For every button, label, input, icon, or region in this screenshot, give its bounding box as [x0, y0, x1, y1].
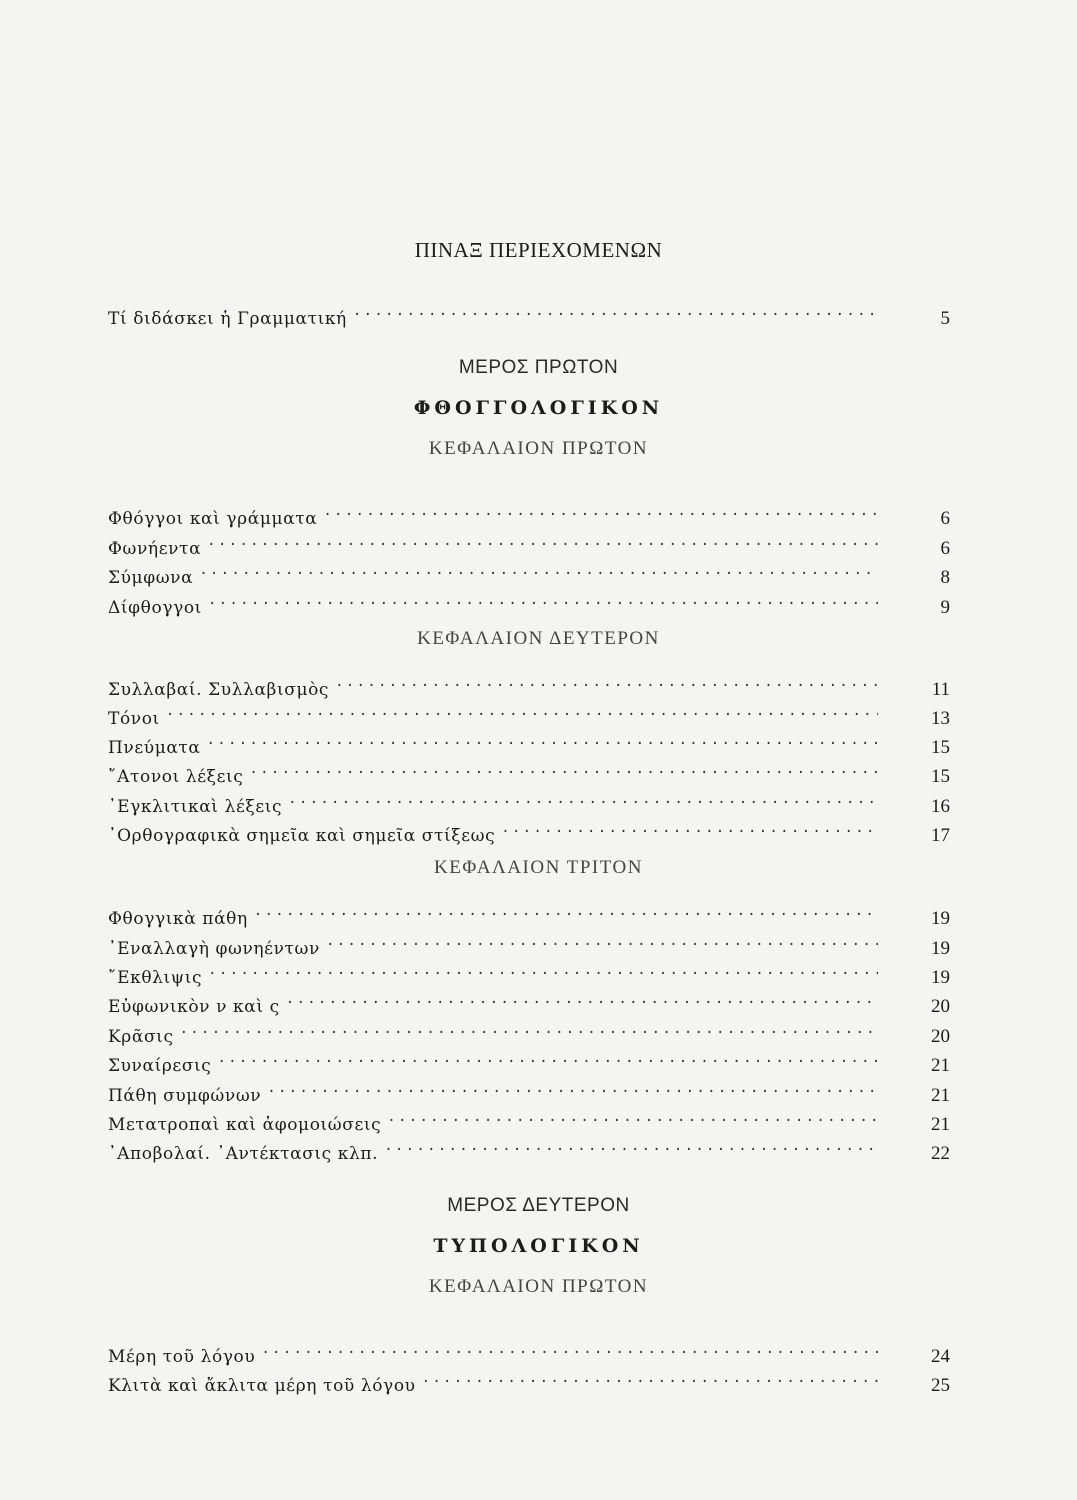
- entry-page: 8: [940, 567, 950, 588]
- entry-label: Κρᾶσις: [108, 1027, 174, 1047]
- entry-label: Εὐφωνικὸν ν καὶ ς: [108, 997, 280, 1017]
- dot-leader: [254, 898, 878, 924]
- entry-page: 17: [931, 825, 950, 846]
- entry-label: ᾿Εγκλιτικαὶ λέξεις: [108, 797, 283, 817]
- toc-entry: [108, 587, 950, 618]
- toc-entry: [108, 815, 950, 846]
- entry-page: 20: [931, 1026, 950, 1047]
- entry-label: ῎Ατονοι λέξεις: [108, 767, 244, 787]
- entry-label: Μέρη τοῦ λόγου: [108, 1347, 256, 1367]
- chapter-heading: ΚΕΦΑΛΑΙΟΝ ΔΕΥΤΕΡΟΝ: [417, 628, 660, 649]
- entry-page: 19: [931, 967, 950, 988]
- entry-page: 25: [931, 1375, 950, 1396]
- section-heading: ΤΥΠΟΛΟΓΙΚΟΝ: [433, 1235, 644, 1257]
- dot-leader: [207, 528, 878, 554]
- dot-leader: [387, 1104, 878, 1130]
- page-title: ΠΙΝΑΞ ΠΕΡΙΕΧΟΜΕΝΩΝ: [414, 238, 663, 262]
- toc-entry: [108, 1016, 950, 1047]
- entry-label: Πάθη συμφώνων: [108, 1086, 262, 1106]
- entry-label: Σύμφωνα: [108, 568, 194, 588]
- dot-leader: [501, 815, 878, 841]
- dot-leader: [384, 1133, 878, 1159]
- entry-label: Φθόγγοι καὶ γράμματα: [108, 509, 318, 529]
- toc-entry: [108, 1104, 950, 1135]
- entry-label: ᾿Ορθογραφικὰ σημεῖα καὶ σημεῖα στίξεως: [108, 826, 496, 846]
- toc-entry: [108, 957, 950, 988]
- entry-label: Συναίρεσις: [108, 1056, 212, 1076]
- dot-leader: [207, 727, 878, 753]
- entry-label: ᾿Αποβολαί. ᾿Αντέκτασις κλπ.: [108, 1144, 379, 1164]
- toc-entry: [108, 727, 950, 758]
- toc-entry: [108, 1365, 950, 1396]
- entry-label: Τί διδάσκει ἡ Γραμματική: [108, 309, 347, 329]
- entry-label: Συλλαβαί. Συλλαβισμὸς: [108, 680, 330, 700]
- chapter-heading: ΚΕΦΑΛΑΙΟΝ ΠΡΩΤΟΝ: [428, 1276, 649, 1297]
- dot-leader: [326, 928, 878, 954]
- dot-leader: [288, 786, 878, 812]
- dot-leader: [323, 498, 878, 524]
- entry-page: 16: [931, 796, 950, 817]
- dot-leader: [180, 1016, 878, 1042]
- entry-page: 6: [940, 508, 950, 529]
- entry-page: 20: [931, 996, 950, 1017]
- entry-label: Πνεύματα: [108, 738, 201, 758]
- entry-label: ῎Εκθλιψις: [108, 968, 203, 988]
- toc-entry: [108, 898, 950, 929]
- entry-page: 21: [931, 1085, 950, 1106]
- entry-page: 24: [931, 1346, 950, 1367]
- toc-entry: [108, 498, 950, 529]
- dot-leader: [199, 557, 878, 583]
- toc-entry: [108, 669, 950, 700]
- entry-label: Τόνοι: [108, 709, 160, 729]
- toc-entry: [108, 1045, 950, 1076]
- entry-page: 9: [940, 597, 950, 618]
- entry-page: 21: [931, 1055, 950, 1076]
- entry-label: Φθογγικὰ πάθη: [108, 909, 248, 929]
- dot-leader: [335, 669, 878, 695]
- entry-page: 11: [931, 679, 950, 700]
- dot-leader: [422, 1365, 878, 1391]
- part-heading: ΜΕΡΟΣ ΠΡΩΤΟΝ: [458, 357, 619, 378]
- toc-entry: [108, 986, 950, 1017]
- toc-entry: [108, 786, 950, 817]
- entry-label: ᾿Εναλλαγὴ φωνηέντων: [108, 939, 320, 959]
- chapter-heading: ΚΕΦΑΛΑΙΟΝ ΠΡΩΤΟΝ: [428, 438, 649, 459]
- entry-page: 15: [931, 737, 950, 758]
- toc-entry: [108, 756, 950, 787]
- toc-entry: [108, 928, 950, 959]
- toc-entry-intro: [108, 298, 950, 329]
- entry-label: Δίφθογγοι: [108, 598, 202, 618]
- entry-page: 13: [931, 708, 950, 729]
- toc-entry: [108, 557, 950, 588]
- dot-leader: [261, 1336, 878, 1362]
- dot-leader: [267, 1075, 878, 1101]
- dot-leader: [249, 756, 878, 782]
- section-heading: ΦΘΟΓΓΟΛΟΓΙΚΟΝ: [413, 397, 664, 419]
- dot-leader: [286, 986, 878, 1012]
- entry-page: 5: [940, 308, 950, 329]
- dot-leader: [166, 698, 878, 724]
- entry-page: 19: [931, 908, 950, 929]
- dot-leader: [217, 1045, 878, 1071]
- chapter-heading: ΚΕΦΑΛΑΙΟΝ ΤΡΙΤΟΝ: [434, 857, 643, 878]
- entry-page: 22: [931, 1143, 950, 1164]
- part-heading: ΜΕΡΟΣ ΔΕΥΤΕΡΟΝ: [447, 1195, 630, 1216]
- toc-entry: [108, 528, 950, 559]
- entry-label: Κλιτὰ καὶ ἄκλιτα μέρη τοῦ λόγου: [108, 1376, 416, 1396]
- toc-entry: [108, 1336, 950, 1367]
- entry-page: 19: [931, 938, 950, 959]
- entry-page: 15: [931, 766, 950, 787]
- toc-entry: [108, 1133, 950, 1164]
- entry-page: 21: [931, 1114, 950, 1135]
- dot-leader: [208, 957, 878, 983]
- toc-entry: [108, 698, 950, 729]
- entry-page: 6: [940, 538, 950, 559]
- toc-entry: [108, 1075, 950, 1106]
- entry-label: Μετατροπαὶ καὶ ἀφομοιώσεις: [108, 1115, 382, 1135]
- entry-label: Φωνήεντα: [108, 539, 202, 559]
- dot-leader: [208, 587, 878, 613]
- dot-leader: [353, 298, 878, 324]
